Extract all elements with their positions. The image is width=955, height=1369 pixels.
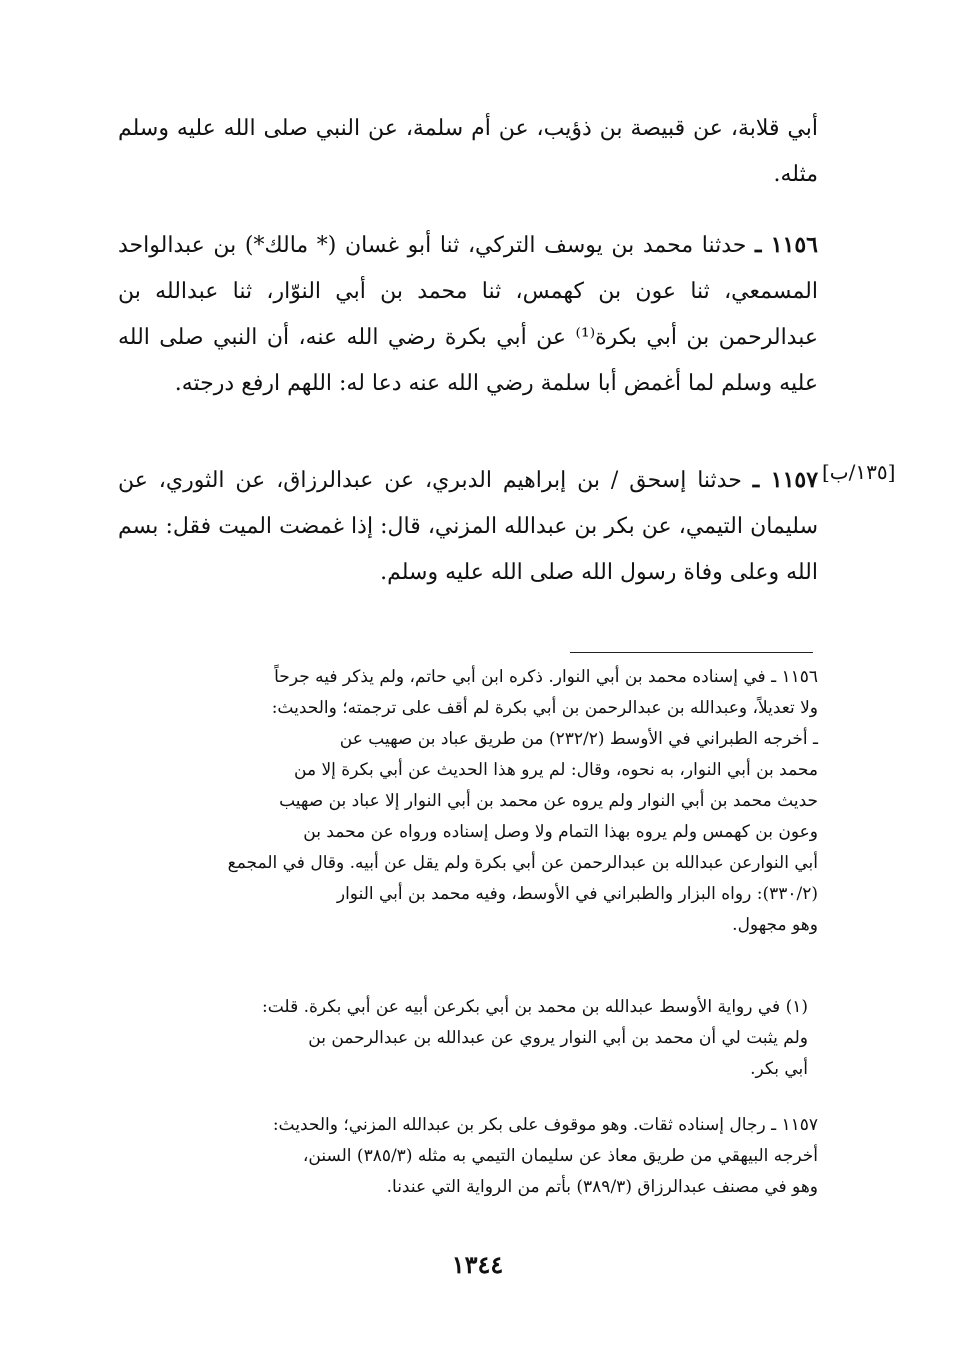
footnote-line: ١١٥٦ ـ في إسناده محمد بن أبي النوار. ذكره ابن أبي حاتم، ولم يذكر فيه جرحاً [274, 667, 818, 687]
hadith-number: ١١٥٧ ـ [752, 467, 819, 493]
footnote-line: ١١٥٧ ـ رجال إسناده ثقات. وهو موقوف على بكر بن عبدالله المزني؛ والحديث: [272, 1115, 818, 1135]
footnote-1 [118, 992, 818, 1085]
footnote-line: وهو مجهول. [732, 915, 818, 935]
paragraph-text: أبي قلابة، عن قبيصة بن ذؤيب، عن أم سلمة، عن النبي صلى الله عليه وسلم مثله. [118, 116, 818, 187]
footnote-line: ولا تعديلاً، وعبدالله بن عبدالرحمن بن أبي بكرة لم أقف على ترجمته؛ والحديث: [271, 698, 818, 718]
page-number: ١٣٤٤ [451, 1250, 504, 1279]
hadith-text: حدثنا إسحق / بن إبراهيم الدبري، عن عبدالرزاق، عن الثوري، عن سليمان التيمي، عن بكر بن عبدالله المزني، قال: إذا غمضت الميت فقل: بسم الله وعلى وفاة رسول الله صلى الله عليه وسلم. [118, 468, 818, 585]
footnote-1156 [118, 662, 818, 941]
footnote-line: (٣٣٠/٢): رواه البزار والطبراني في الأوسط، وفيه محمد بن أبي النوار [336, 884, 818, 904]
hadith-text: حدثنا محمد بن يوسف التركي، ثنا أبو غسان (* مالك*) بن عبدالواحد المسمعي، ثنا عون بن كهمس، ثنا محمد بن أبي النوّار، ثنا عبدالله بن عبدالرحمن بن أبي بكرة⁽¹⁾ عن أبي بكرة رضي الله عنه، أن النبي صلى الله عليه وسلم لما أغمض أبا سلمة رضي الله عنه دعا له: اللهم ارفع درجته. [118, 233, 818, 396]
footnote-line: وهو في مصنف عبدالرزاق (٣٨٩/٣) بأتم من الرواية التي عندنا. [386, 1177, 818, 1197]
hadith-1156 [118, 222, 818, 407]
footnote-line: ـ أخرجه الطبراني في الأوسط (٢٣٢/٢) من طريق عباد بن صهيب عن [339, 729, 818, 749]
footnote-line: ولم يثبت لي أن محمد بن أبي النوار يروي عن عبدالله بن عبدالرحمن بن [308, 1028, 808, 1048]
footnote-line: (١) في رواية الأوسط عبدالله بن محمد بن أبي بكرعن أبيه عن أبي بكرة. قلت: [262, 997, 808, 1017]
footnote-line: أخرجه البيهقي من طريق معاذ عن سليمان التيمي به مثله (٣٨٥/٣) السنن، [302, 1146, 818, 1166]
hadith-number: ١١٥٦ ـ [755, 232, 818, 258]
footnote-line: حديث محمد بن أبي النوار ولم يروه عن محمد بن أبي النوار إلا عباد بن صهيب [279, 791, 818, 811]
footnote-line: أبي النوارعن عبدالله بن عبدالرحمن عن أبي بكرة ولم يقل عن أبيه. وقال في المجمع [227, 853, 818, 873]
footnote-divider [570, 652, 813, 653]
folio-reference: [١٣٥/ب] [822, 460, 896, 484]
footnote-1157 [118, 1110, 818, 1203]
hadith-1157 [118, 457, 818, 596]
paragraph-continuation [118, 106, 818, 198]
footnote-line: محمد بن أبي النوار، به نحوه، وقال: لم يرو هذا الحديث عن أبي بكرة إلا من [294, 760, 818, 780]
footnote-line: وعون بن كهمس ولم يروه بهذا التمام ولا وصل إسناده ورواه عن محمد بن [303, 822, 818, 842]
footnote-line: أبي بكر. [750, 1059, 808, 1079]
